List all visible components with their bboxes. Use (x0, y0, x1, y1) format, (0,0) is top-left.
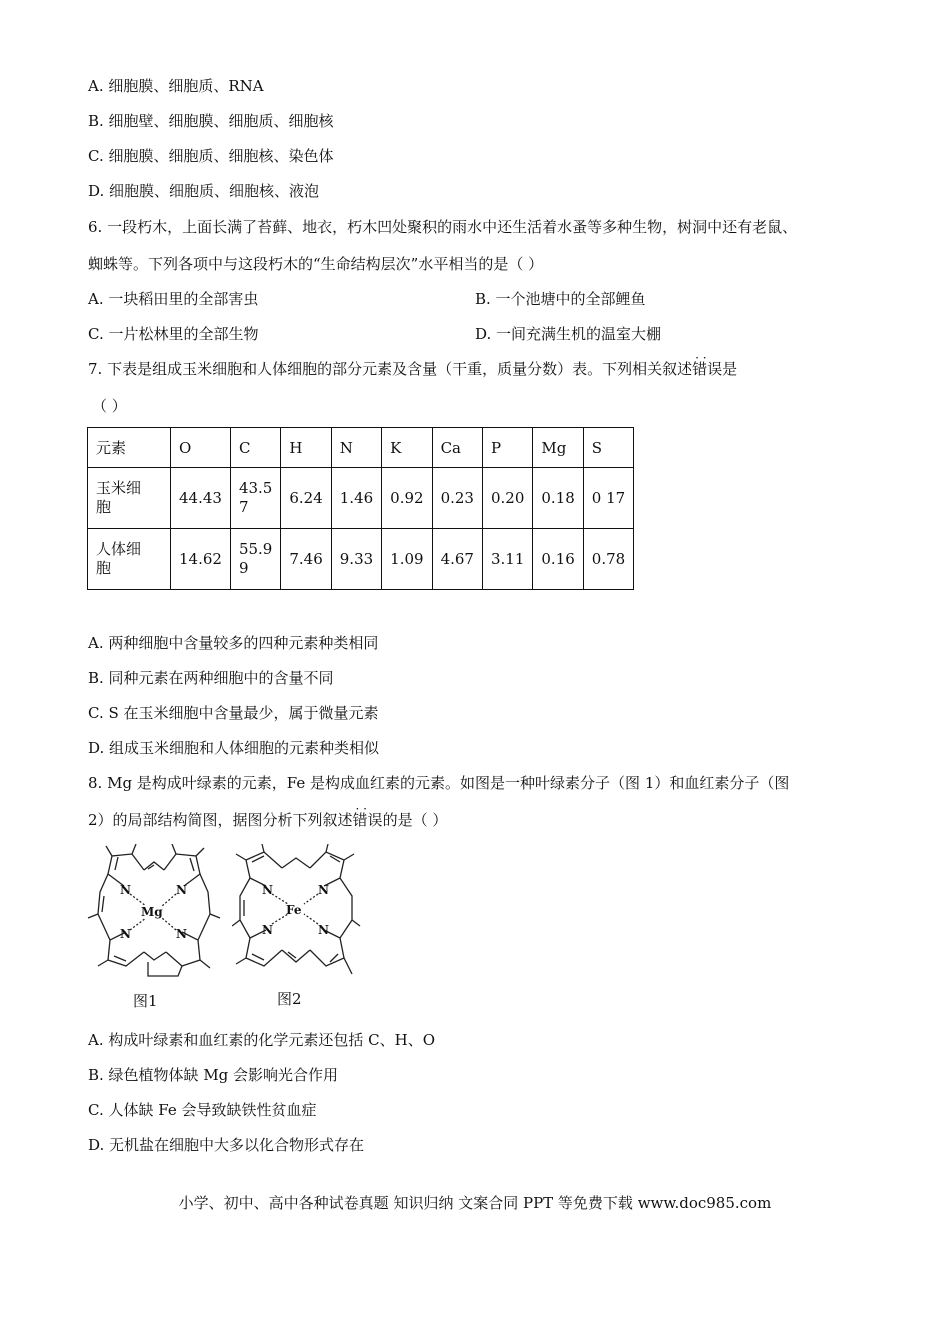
n-label: N (262, 883, 273, 897)
table-cell: 玉米细 胞 (88, 468, 171, 529)
n-label: N (176, 927, 187, 941)
fe-center-label: Fe (286, 903, 302, 917)
table-cell: 44.43 (171, 468, 231, 529)
chlorophyll-structure-figure (86, 844, 221, 979)
q7-option-c: C. S 在玉米细胞中含量最少，属于微量元素 (88, 704, 379, 722)
q7-stem (88, 359, 737, 379)
q7-option-a: A. 两种细胞中含量较多的四种元素种类相同 (88, 634, 379, 652)
fig2-caption: 图2 (277, 990, 302, 1008)
table-cell: 43.5 7 (230, 468, 280, 529)
table-cell: 1.09 (382, 529, 432, 590)
n-label: N (262, 923, 273, 937)
table-header-cell: Ca (432, 428, 482, 468)
table-cell: 55.9 9 (230, 529, 280, 590)
table-cell: 14.62 (171, 529, 231, 590)
table-header-cell: C (230, 428, 280, 468)
table-header-cell: S (583, 428, 633, 468)
table-header-cell: O (171, 428, 231, 468)
n-label: N (318, 883, 329, 897)
mg-center-label: Mg (141, 905, 163, 919)
q8-option-c: C. 人体缺 Fe 会导致缺铁性贫血症 (88, 1101, 317, 1119)
table-header-row (88, 428, 634, 468)
table-cell: 7.46 (281, 529, 331, 590)
q6-option-b: B. 一个池塘中的全部鲤鱼 (475, 290, 646, 308)
n-label: N (176, 883, 187, 897)
n-label: N (318, 923, 329, 937)
q8-stem-text: 2）的局部结构简图，据图分析下列叙述 (88, 811, 353, 829)
table-row-corn (88, 468, 634, 529)
q6-option-d: D. 一间充满生机的温室大棚 (475, 325, 662, 343)
table-cell: 1.46 (331, 468, 381, 529)
q5-option-a: A. 细胞膜、细胞质、RNA (88, 77, 264, 95)
q8-option-d: D. 无机盐在细胞中大多以化合物形式存在 (88, 1136, 365, 1154)
q5-option-b: B. 细胞壁、细胞膜、细胞质、细胞核 (88, 112, 334, 130)
q6-option-c: C. 一片松林里的全部生物 (88, 325, 259, 343)
q7-answer-paren: （ ） (92, 397, 127, 415)
q6-stem-line2: 蜘蛛等。下列各项中与这段朽木的“生命结构层次”水平相当的是（ ） (88, 255, 544, 273)
table-row-human (88, 529, 634, 590)
fig1-caption: 图1 (133, 992, 158, 1010)
q7-option-b: B. 同种元素在两种细胞中的含量不同 (88, 669, 334, 687)
table-cell: 9.33 (331, 529, 381, 590)
q7-emphasis: · · 错误 (692, 359, 722, 379)
table-header-cell: K (382, 428, 432, 468)
q7-option-d: D. 组成玉米细胞和人体细胞的元素种类相似 (88, 739, 380, 757)
q8-stem-line2 (88, 810, 447, 830)
q5-option-d: D. 细胞膜、细胞质、细胞核、液泡 (88, 182, 320, 200)
table-header-cell: H (281, 428, 331, 468)
table-cell: 0.18 (533, 468, 583, 529)
q7-stem-text: 7. 下表是组成玉米细胞和人体细胞的部分元素及含量（干重，质量分数）表。下列相关叙述 (88, 360, 693, 378)
page-footer: 小学、初中、高中各种试卷真题 知识归纳 文案合同 PPT 等免费下载 www.doc985.com (178, 1194, 772, 1212)
q8-emphasis: · · 错误 (353, 810, 383, 830)
table-header-cell: P (482, 428, 532, 468)
q8-option-a: A. 构成叶绿素和血红素的化学元素还包括 C、H、O (88, 1031, 435, 1049)
table-cell: 0.20 (482, 468, 532, 529)
table-header-cell: 元素 (88, 428, 171, 468)
table-cell: 0.78 (583, 529, 633, 590)
n-label: N (120, 883, 131, 897)
table-header-cell: Mg (533, 428, 583, 468)
table-cell: 0.16 (533, 529, 583, 590)
heme-structure-figure (232, 844, 362, 979)
table-cell: 4.67 (432, 529, 482, 590)
element-content-table (87, 427, 634, 590)
table-cell: 0 17 (583, 468, 633, 529)
q8-stem-line1: 8. Mg 是构成叶绿素的元素，Fe 是构成血红素的元素。如图是一种叶绿素分子（图 1）和血红素分子（图 (88, 774, 790, 792)
table-header-cell: N (331, 428, 381, 468)
q5-option-c: C. 细胞膜、细胞质、细胞核、染色体 (88, 147, 334, 165)
table-cell: 人体细 胞 (88, 529, 171, 590)
table-cell: 0.92 (382, 468, 432, 529)
n-label: N (120, 927, 131, 941)
table-cell: 3.11 (482, 529, 532, 590)
q6-option-a: A. 一块稻田里的全部害虫 (88, 290, 259, 308)
table-cell: 0.23 (432, 468, 482, 529)
q6-stem-line1: 6. 一段朽木，上面长满了苔藓、地衣，朽木凹处聚积的雨水中还生活着水蚤等多种生物，树洞中还有老鼠、 (88, 218, 798, 236)
table-cell: 6.24 (281, 468, 331, 529)
q8-stem-end: 的是（ ） (382, 811, 448, 829)
q8-option-b: B. 绿色植物体缺 Mg 会影响光合作用 (88, 1066, 339, 1084)
q7-stem-end: 是 (722, 360, 738, 378)
